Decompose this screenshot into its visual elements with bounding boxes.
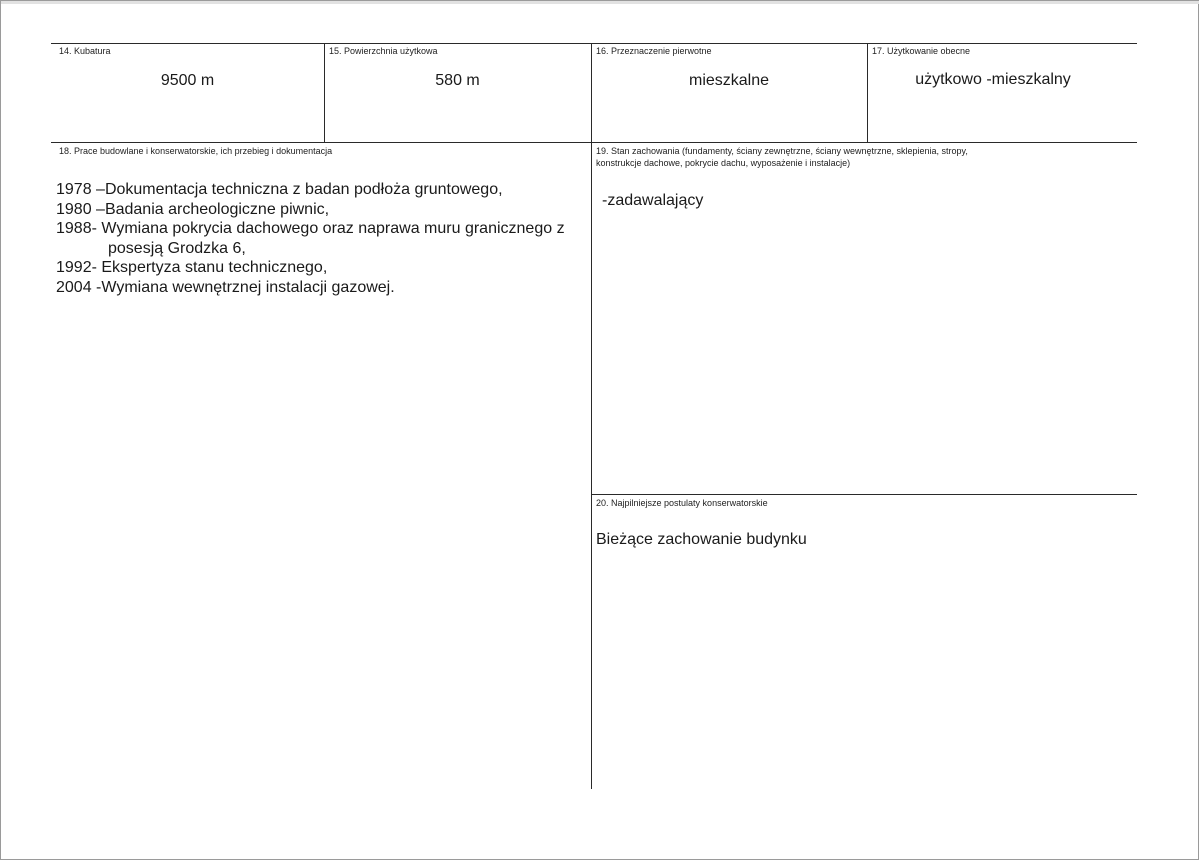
- work-entry-2004: 2004 -Wymiana wewnętrznej instalacji gazowej.: [56, 278, 395, 296]
- field-16-value: mieszkalne: [688, 72, 770, 89]
- field-19-value: -zadawalający: [602, 192, 704, 209]
- field-14-value: 9500 m: [160, 72, 215, 89]
- work-entry-1988: 1988- Wymiana pokrycia dachowego oraz naprawa muru granicznego z: [56, 220, 565, 237]
- field-20-value: Bieżące zachowanie budynku: [596, 531, 807, 548]
- col-divider-3: [867, 43, 868, 142]
- work-entry-1980: 1980 –Badania archeologiczne piwnic,: [56, 200, 330, 218]
- field-20-label: 20. Najpilniejsze postulaty konserwatorskie: [596, 498, 768, 508]
- field-18-entries: [56, 180, 588, 297]
- col-divider-1: [324, 43, 325, 142]
- field-15-value: 580 m: [435, 72, 480, 89]
- work-entry-1988-continued: posesją Grodzka 6,: [108, 239, 246, 257]
- scan-edge: [1, 1, 1199, 4]
- field-17-value: użytkowo -mieszkalny: [915, 71, 1071, 88]
- field-19-label: 19. Stan zachowania (fundamenty, ściany zewnętrzne, ściany wewnętrzne, sklepienia, stropy,: [596, 146, 968, 156]
- work-entry-1978: 1978 –Dokumentacja techniczna z badan podłoża gruntowego,: [56, 181, 503, 198]
- row-rule: [51, 142, 1137, 143]
- field-14-label: 14. Kubatura: [59, 46, 111, 56]
- section-20-rule: [591, 494, 1137, 495]
- field-15-label: 15. Powierzchnia użytkowa: [329, 46, 438, 56]
- field-16-label: 16. Przeznaczenie pierwotne: [596, 46, 712, 56]
- work-entry-1992: 1992- Ekspertyza stanu technicznego,: [56, 259, 328, 276]
- top-rule: [51, 43, 1137, 44]
- col-divider-2: [591, 43, 592, 789]
- field-18-label: 18. Prace budowlane i konserwatorskie, ich przebieg i dokumentacja: [59, 146, 333, 156]
- field-19-label-cont: konstrukcje dachowe, pokrycie dachu, wyposażenie i instalacje): [596, 158, 851, 168]
- field-17-label: 17. Użytkowanie obecne: [872, 46, 971, 56]
